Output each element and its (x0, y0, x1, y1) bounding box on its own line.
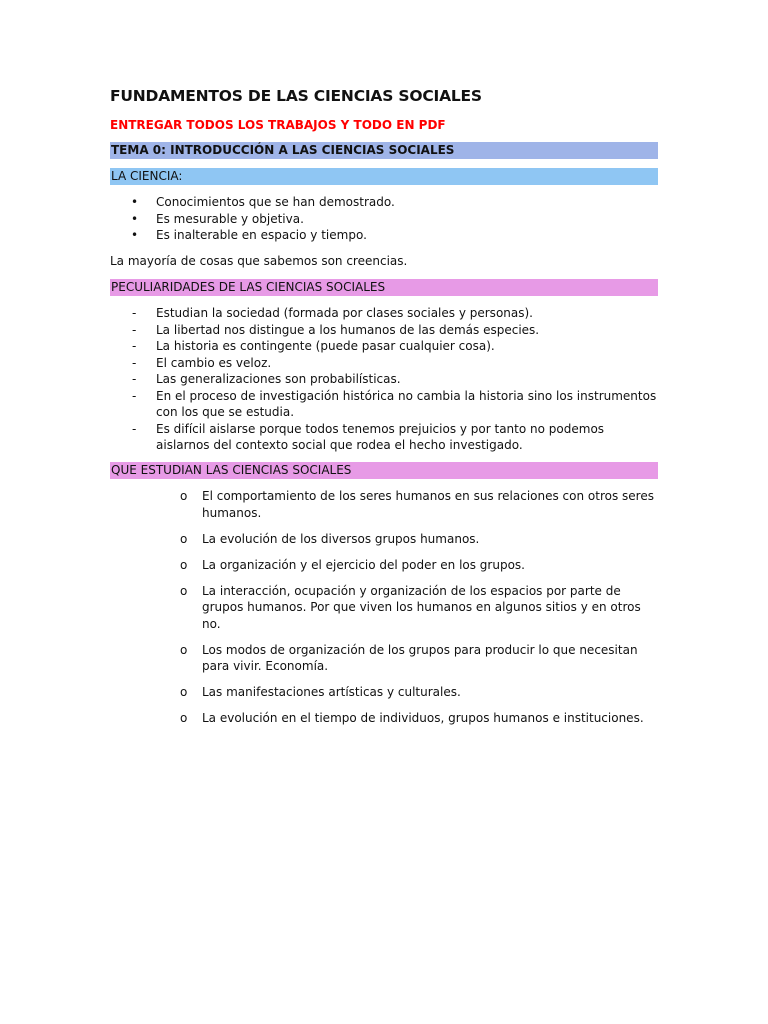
tema-heading (110, 142, 658, 159)
circle-bullet-icon: o (180, 531, 188, 546)
dash-icon: - (132, 339, 137, 353)
list-item (110, 583, 658, 633)
circle-bullet-icon: o (180, 557, 188, 572)
list-item-text: La evolución en el tiempo de individuos, grupos humanos e instituciones. (202, 711, 644, 725)
list-item (110, 338, 658, 355)
list-item (110, 227, 658, 244)
list-item-text: La libertad nos distingue a los humanos de las demás especies. (156, 322, 540, 337)
circle-bullet-icon: o (180, 489, 188, 503)
list-item (110, 684, 658, 701)
list-item (110, 488, 658, 521)
list-item (110, 211, 658, 228)
list-item-text: El comportamiento de los seres humanos en sus relaciones con otros seres humanos. (202, 489, 654, 520)
list-item-text: La organización y el ejercicio del poder en los grupos. (202, 557, 525, 572)
list-item (110, 355, 658, 372)
list-item-text: Es inalterable en espacio y tiempo. (156, 228, 367, 242)
list-item-text: En el proceso de investigación histórica no cambia la historia sino los instrumentos con los que se estudia. (156, 388, 657, 419)
dash-icon: - (132, 355, 137, 370)
list-item-text: Las manifestaciones artísticas y culturales. (202, 685, 461, 699)
list-item-text: La interacción, ocupación y organización de los espacios por parte de grupos humanos. Por que viven los humanos en algunos sitios y en otros no. (202, 583, 641, 631)
dash-icon: - (132, 388, 137, 403)
circle-bullet-icon: o (180, 711, 188, 725)
list-item-text: Conocimientos que se han demostrado. (156, 195, 395, 209)
dash-icon: - (132, 372, 137, 386)
bullet-icon: • (131, 195, 139, 209)
list-item (110, 194, 658, 211)
dash-icon: - (132, 322, 137, 337)
ciencia-heading (110, 168, 658, 185)
estudian-list (110, 488, 658, 736)
tema-heading-text: TEMA 0: INTRODUCCIÓN A LAS CIENCIAS SOCIALES (111, 143, 455, 157)
peculiaridades-heading (110, 279, 658, 296)
bullet-icon: • (131, 228, 139, 242)
circle-bullet-icon: o (180, 642, 188, 657)
list-item-text: Es difícil aislarse porque todos tenemos prejuicios y por tanto no podemos aislarnos del contexto social que rodea el hecho investigado. (156, 421, 605, 452)
list-item-text: Es mesurable y objetiva. (156, 211, 304, 226)
list-item (110, 322, 658, 339)
circle-bullet-icon: o (180, 685, 188, 699)
creencias-paragraph: La mayoría de cosas que sabemos son creencias. (110, 254, 408, 268)
dash-icon: - (132, 421, 137, 436)
list-item-text: La evolución de los diversos grupos humanos. (202, 531, 480, 546)
submission-notice: ENTREGAR TODOS LOS TRABAJOS Y TODO EN PDF (110, 118, 446, 132)
list-item (110, 388, 658, 421)
ciencia-list (110, 194, 658, 244)
list-item-text: El cambio es veloz. (156, 355, 272, 370)
list-item (110, 642, 658, 675)
estudian-heading-text: QUE ESTUDIAN LAS CIENCIAS SOCIALES (111, 463, 352, 477)
list-item (110, 371, 658, 388)
list-item-text: Los modos de organización de los grupos para producir lo que necesitan para vivir. Economía. (202, 642, 638, 673)
list-item (110, 710, 658, 727)
ciencia-heading-text: LA CIENCIA: (111, 169, 183, 183)
list-item-text: La historia es contingente (puede pasar cualquier cosa). (156, 339, 495, 353)
peculiaridades-list (110, 305, 658, 454)
list-item (110, 531, 658, 548)
document-title: FUNDAMENTOS DE LAS CIENCIAS SOCIALES (110, 87, 482, 105)
estudian-heading (110, 462, 658, 479)
list-item (110, 421, 658, 454)
dash-icon: - (132, 306, 137, 320)
peculiaridades-heading-text: PECULIARIDADES DE LAS CIENCIAS SOCIALES (111, 280, 386, 294)
list-item-text: Estudian la sociedad (formada por clases sociales y personas). (156, 306, 533, 320)
list-item (110, 305, 658, 322)
bullet-icon: • (131, 211, 139, 226)
list-item (110, 557, 658, 574)
list-item-text: Las generalizaciones son probabilísticas. (156, 372, 401, 386)
circle-bullet-icon: o (180, 583, 188, 598)
